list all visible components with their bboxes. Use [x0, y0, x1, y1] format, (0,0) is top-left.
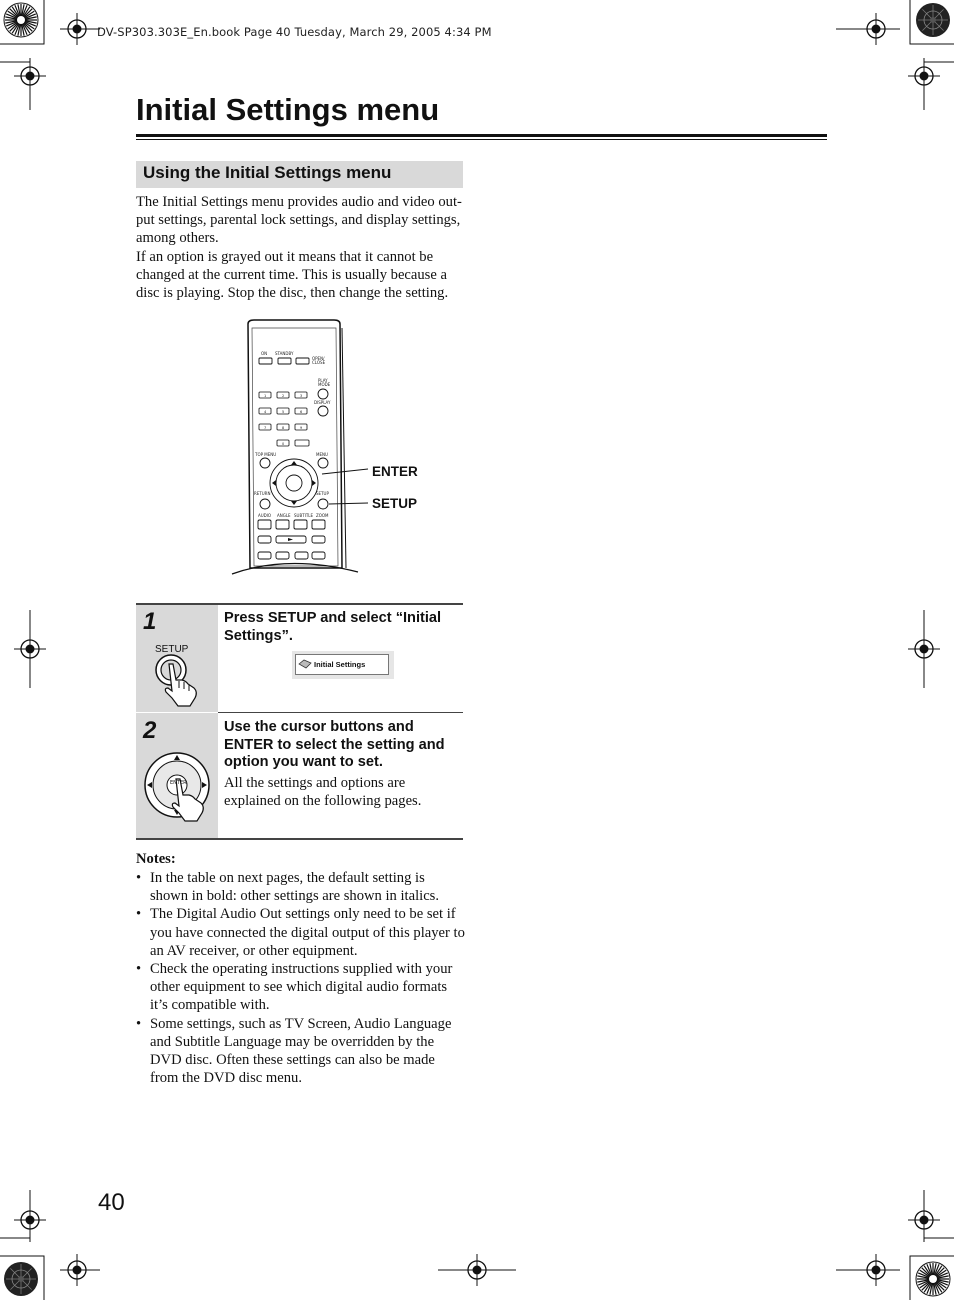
notes-title: Notes:	[136, 851, 176, 867]
remote-label-audio: AUDIO	[258, 513, 272, 518]
remote-digit-5: 5	[282, 410, 285, 414]
enter-callout: ENTER	[372, 464, 418, 479]
remote-digit-0: 0	[282, 442, 285, 446]
remote-label-setup: SETUP	[316, 491, 329, 496]
remote-control-illustration	[228, 318, 368, 580]
enter-button-label: ENTER	[170, 780, 187, 786]
remote-digit-4: 4	[264, 410, 267, 414]
page-number: 40	[98, 1189, 125, 1216]
remote-digit-1: 1	[264, 394, 267, 398]
remote-digit-9: 9	[300, 426, 303, 430]
remote-label-standby: STANDBY	[275, 351, 294, 356]
setup-button-label: SETUP	[155, 644, 189, 655]
step-1-number: 1	[143, 608, 157, 635]
remote-label-display: DISPLAY	[314, 400, 331, 405]
osd-initial-settings-label: Initial Settings	[314, 660, 366, 669]
tools-icon	[298, 659, 312, 669]
remote-label-subtitle: SUBTITLE	[294, 513, 314, 518]
note-item: • The Digital Audio Out settings only need to be set if you have connected the digital output of this player to an AV receiver, or other equipment.	[136, 905, 466, 960]
note-item: • Check the operating instructions supplied with your other equipment to see which digital audio formats it’s compatible with.	[136, 960, 466, 1015]
steps-divider	[218, 712, 463, 713]
title-rule-thin	[136, 139, 827, 140]
title-rule-thick	[136, 134, 827, 137]
notes-list	[136, 869, 466, 1087]
setup-button-hand-icon	[150, 654, 210, 708]
remote-label-zoom: ZOOM	[316, 513, 329, 518]
remote-label-open: OPEN/	[312, 356, 325, 361]
note-item: • Some settings, such as TV Screen, Audio Language and Subtitle Language may be overridden by the DVD disc. Often these settings can also be made from the DVD disc menu.	[136, 1015, 466, 1088]
cursor-enter-hand-icon	[143, 749, 217, 823]
remote-label-play: PLAY	[318, 378, 328, 383]
step-2-number: 2	[143, 717, 157, 744]
remote-label-on: ON	[261, 351, 268, 356]
step-2-body: All the settings and options are explained on the following pages.	[224, 775, 422, 809]
remote-label-mode: MODE	[318, 382, 331, 387]
remote-label-close: CLOSE	[312, 360, 326, 365]
page-title: Initial Settings menu	[136, 92, 440, 127]
grayed-out-paragraph: If an option is grayed out it means that it cannot be changed at the current time. This is usually because a disc is playing. Stop the disc, then change the setting.	[136, 249, 449, 301]
steps-bottom-rule	[136, 838, 463, 840]
remote-digit-2: 2	[282, 394, 285, 398]
section-title: Using the Initial Settings menu	[143, 163, 392, 182]
note-item: • In the table on next pages, the default setting is shown in bold: other settings are shown in italics.	[136, 869, 466, 905]
step-1-heading: Press SETUP and select “Initial Settings”.	[224, 610, 442, 644]
remote-digit-3: 3	[300, 394, 303, 398]
remote-digit-7: 7	[264, 426, 267, 430]
remote-label-return: RETURN	[254, 491, 271, 496]
remote-label-angle: ANGLE	[277, 513, 291, 518]
setup-callout: SETUP	[372, 496, 418, 511]
intro-paragraph: The Initial Settings menu provides audio and video out-put settings, parental lock settings, and display settings, among others.	[136, 194, 462, 246]
remote-digit-8: 8	[282, 426, 285, 430]
file-info-header: DV-SP303.303E_En.book Page 40 Tuesday, March 29, 2005 4:34 PM	[97, 25, 492, 39]
remote-digit-6: 6	[300, 410, 303, 414]
remote-label-top-menu: TOP MENU	[255, 452, 277, 457]
remote-label-menu: MENU	[316, 452, 328, 457]
step-2-heading: Use the cursor buttons and ENTER to select the setting and option you want to set.	[224, 719, 445, 770]
